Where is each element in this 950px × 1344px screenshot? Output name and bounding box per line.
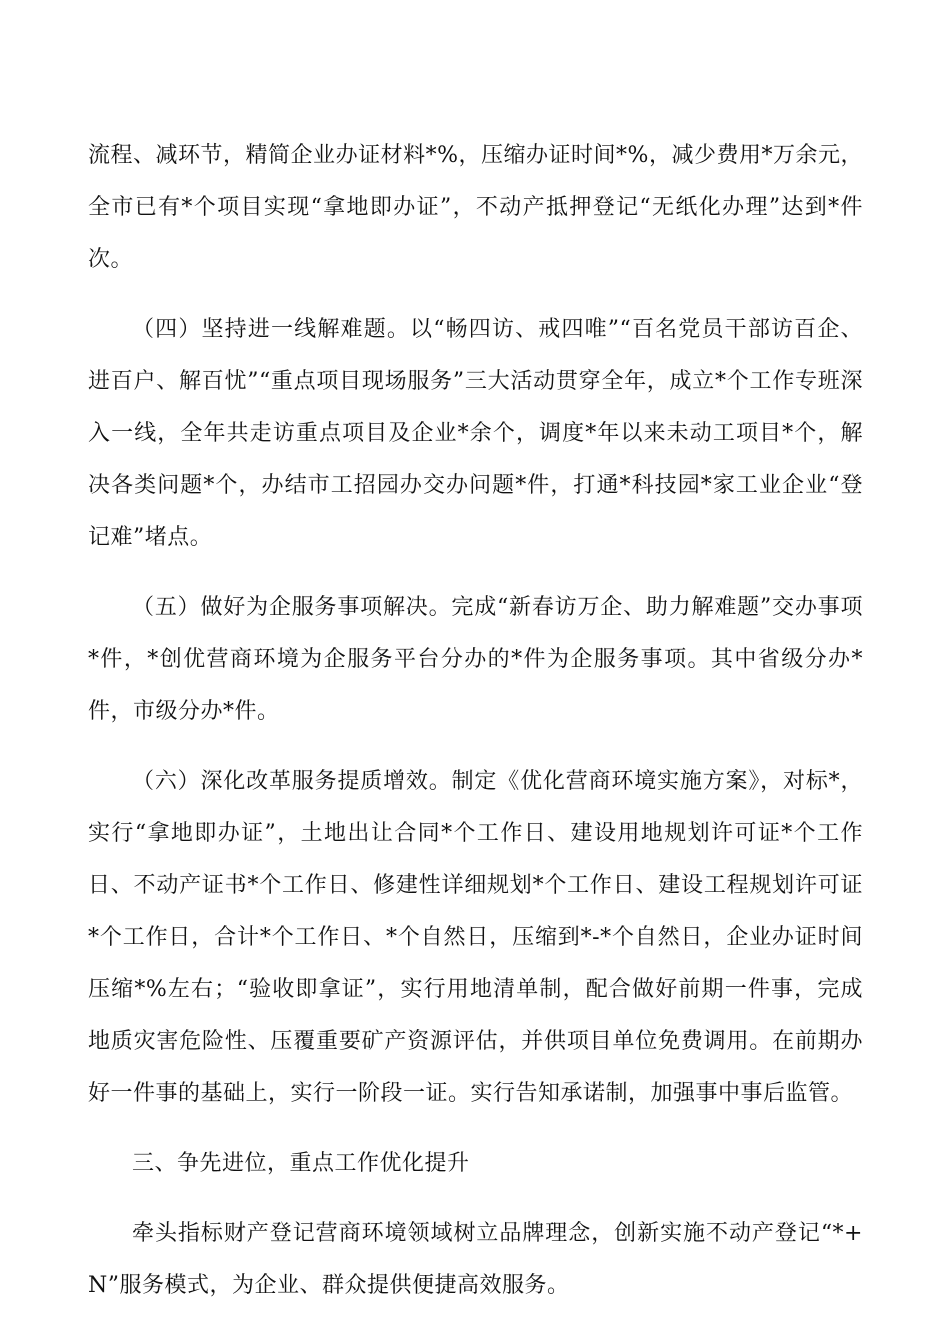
paragraph-gap (88, 1120, 863, 1138)
paragraph-gap (88, 564, 863, 582)
paragraph-section-6: （六）深化改革服务提质增效。制定《优化营商环境实施方案》，对标*，实行“拿地即办证”，土地出让合同*个工作日、建设用地规划许可证*个工作日、不动产证书*个工作日、修建性详细规划*个工作日、建设工程规划许可证*个工作日，合计*个工作日、*个自然日，压缩到*-*个自然日，企业办证时间压缩*%左右；“验收即拿证”，实行用地清单制，配合做好前期一件事，完成地质灾害危险性、压覆重要矿产资源评估，并供项目单位免费调用。在前期办好一件事的基础上，实行一阶段一证。实行告知承诺制，加强事中事后监管。 (88, 769, 863, 1106)
paragraph-section-3-intro: 牵头指标财产登记营商环境领域树立品牌理念，创新实施不动产登记“*+N”服务模式，为企业、群众提供便捷高效服务。 (88, 1221, 863, 1298)
paragraph-section-5: （五）做好为企服务事项解决。完成“新春访万企、助力解难题”交办事项*件，*创优营商环境为企服务平台分办的*件为企服务事项。其中省级分办*件，市级分办*件。 (88, 595, 863, 724)
section-heading-3: 三、争先进位，重点工作优化提升 (132, 1151, 470, 1176)
paragraph-gap (88, 738, 863, 756)
paragraph-continuation: 流程、减环节，精简企业办证材料*%，压缩办证时间*%，减少费用*万余元，全市已有*个项目实现“拿地即办证”，不动产抵押登记“无纸化办理”达到*件次。 (88, 143, 863, 272)
paragraph-gap (88, 286, 863, 304)
document-body (88, 130, 863, 1312)
paragraph-section-4: （四）坚持进一线解难题。以“畅四访、戒四唯”“百名党员干部访百企、进百户、解百忧”“重点项目现场服务”三大活动贯穿全年，成立*个工作专班深入一线，全年共走访重点项目及企业*余个，调度*年以来未动工项目*个，解决各类问题*个，办结市工招园办交办问题*件，打通*科技园*家工业企业“登记难”堵点。 (88, 317, 863, 550)
paragraph-gap (88, 1190, 863, 1208)
